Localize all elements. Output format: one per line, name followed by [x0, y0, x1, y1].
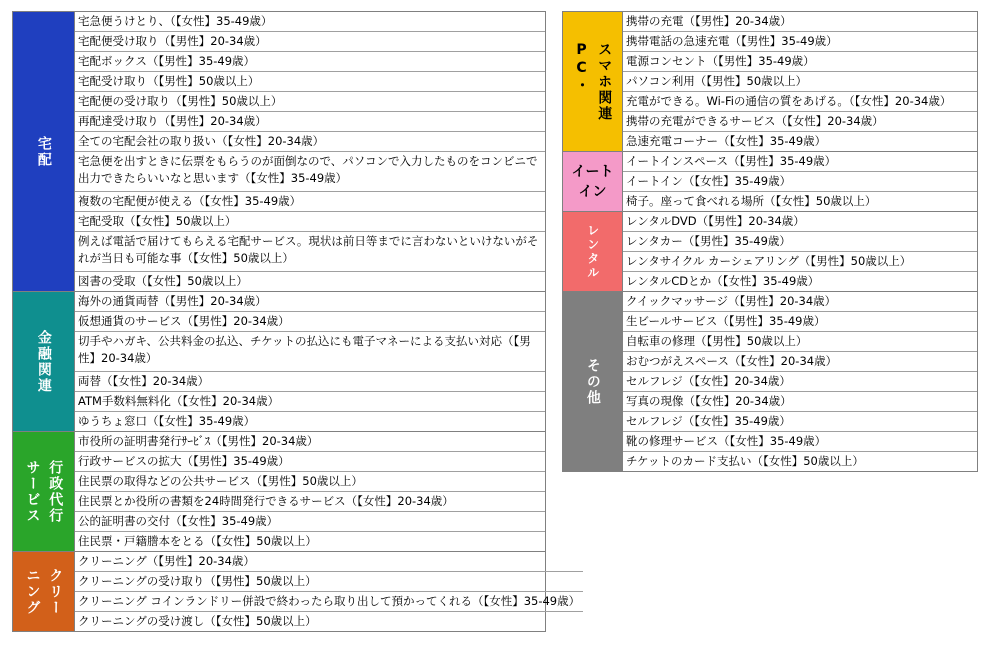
- list-item: 住民票・戸籍謄本をとる（【女性】50歳以上）: [78, 534, 317, 548]
- list-item: 住民票の取得などの公共サービス（【男性】50歳以上）: [75, 472, 545, 492]
- group-takuhai: [13, 12, 545, 292]
- list-item: 公的証明書の交付（【女性】35-49歳）: [75, 512, 545, 532]
- category-label-column: スマホ関連: [596, 41, 613, 122]
- category-label-sonota: [563, 292, 623, 471]
- category-label-rental: [563, 212, 623, 291]
- item-list: [75, 552, 583, 631]
- group-kinyu: [13, 292, 545, 432]
- left-service-table: [12, 11, 581, 632]
- list-item: 急速充電コーナー（【女性】35-49歳）: [626, 134, 827, 148]
- list-item: 写真の現像（【女性】20-34歳）: [623, 392, 977, 412]
- list-item: クリーニング（【男性】20-34歳）: [75, 552, 583, 572]
- list-item: 携帯電話の急速充電（【男性】35-49歳）: [623, 32, 977, 52]
- list-item: 宅急便を出すときに伝票をもらうのが面倒なので、パソコンで入力したものをコンビニで出力できたらいいなと思います（【女性】35-49歳）: [75, 152, 545, 192]
- category-label-column: PC・: [573, 41, 590, 94]
- list-item: 宅急便うけとり、（【女性】35-49歳）: [75, 12, 545, 32]
- list-item: クリーニングの受け取り（【男性】50歳以上）: [75, 572, 583, 592]
- group-sonota: [563, 292, 977, 471]
- list-item: 自転車の修理（【男性】50歳以上）: [623, 332, 977, 352]
- list-item: 生ビールサービス（【男性】35-49歳）: [623, 312, 977, 332]
- category-label-cleaning: [13, 552, 75, 631]
- category-label-sumaho: [563, 12, 623, 151]
- group-gyosei: [13, 432, 545, 552]
- list-item: 宅配受取（【女性】50歳以上）: [75, 212, 545, 232]
- list-item: クリーニングの受け渡し（【女性】50歳以上）: [78, 614, 317, 628]
- list-item: 住民票とか役所の書類を24時間発行できるサービス（【女性】20-34歳）: [75, 492, 545, 512]
- category-label-line: イート: [571, 163, 614, 180]
- list-item: 靴の修理サービス（【女性】35-49歳）: [623, 432, 977, 452]
- list-item: パソコン利用（【男性】50歳以上）: [623, 72, 977, 92]
- list-item: レンタサイクル カーシェアリング（【男性】50歳以上）: [623, 252, 977, 272]
- list-item: 海外の通貨両替（【男性】20-34歳）: [75, 292, 545, 312]
- list-item: クイックマッサージ（【男性】20-34歳）: [623, 292, 977, 312]
- list-item: レンタルDVD（【男性】20-34歳）: [623, 212, 977, 232]
- list-item: セルフレジ（【女性】35-49歳）: [623, 412, 977, 432]
- list-item: 充電ができる。Wi-Fiの通信の質をあげる。（【女性】20-34歳）: [623, 92, 977, 112]
- item-list: [75, 432, 545, 551]
- list-item: 椅子。座って食べれる場所（【女性】50歳以上）: [626, 194, 877, 208]
- list-item: 宅配便の受け取り（【男性】50歳以上）: [75, 92, 545, 112]
- list-item: 宅配受け取り（【男性】50歳以上）: [75, 72, 545, 92]
- list-item: レンタカー（【男性】35-49歳）: [623, 232, 977, 252]
- list-item: 切手やハガキ、公共料金の払込、チケットの払込にも電子マネーによる支払い対応（【男性】20-34歳）: [75, 332, 545, 372]
- list-item: ゆうちょ窓口（【女性】35-49歳）: [78, 414, 256, 428]
- item-list: [75, 12, 545, 291]
- list-item: おむつがえスペース（【女性】20-34歳）: [623, 352, 977, 372]
- list-item: チケットのカード支払い（【女性】50歳以上）: [626, 454, 864, 468]
- category-label-column: サービス: [24, 459, 41, 524]
- list-item: 複数の宅配便が使える（【女性】35-49歳）: [75, 192, 545, 212]
- list-item: 携帯の充電（【男性】20-34歳）: [623, 12, 977, 32]
- right-service-table: [562, 11, 978, 472]
- list-item: 宅配ボックス（【男性】35-49歳）: [75, 52, 545, 72]
- category-label-kinyu: [13, 292, 75, 431]
- item-list: [623, 212, 977, 291]
- list-item: 両替（【女性】20-34歳）: [75, 372, 545, 392]
- category-label-column: 行政代行: [47, 459, 64, 524]
- list-item: 市役所の証明書発行ｻｰﾋﾞｽ（【男性】20-34歳）: [75, 432, 545, 452]
- item-list: [623, 292, 977, 471]
- item-list: [623, 152, 977, 211]
- category-label-eatin: [563, 152, 623, 211]
- category-label-column: 金融関連: [35, 329, 52, 394]
- list-item: イートイン（【女性】35-49歳）: [623, 172, 977, 192]
- list-item: イートインスペース（【男性】35-49歳）: [623, 152, 977, 172]
- list-item: クリーニング コインランドリー併設で終わったら取り出して預かってくれる（【女性】35-49歳）: [75, 592, 583, 612]
- list-item: 行政サービスの拡大（【男性】35-49歳）: [75, 452, 545, 472]
- category-label-takuhai: [13, 12, 75, 291]
- list-item: レンタルCDとか（【女性】35-49歳）: [626, 274, 820, 288]
- category-label-column: レンタル: [585, 223, 600, 280]
- group-eatin: [563, 152, 977, 212]
- category-label-column: その他: [584, 357, 601, 406]
- category-label-column: クリー: [47, 567, 64, 616]
- list-item: 再配達受け取り（【男性】20-34歳）: [75, 112, 545, 132]
- item-list: [75, 292, 545, 431]
- category-label-column: 宅配: [35, 135, 52, 168]
- category-label-column: ニング: [24, 567, 41, 616]
- list-item: セルフレジ（【女性】20-34歳）: [623, 372, 977, 392]
- group-sumaho: [563, 12, 977, 152]
- group-rental: [563, 212, 977, 292]
- list-item: 仮想通貨のサービス（【男性】20-34歳）: [75, 312, 545, 332]
- group-cleaning: [13, 552, 581, 631]
- category-label-line: イン: [578, 183, 607, 200]
- list-item: ATM手数料無料化（【女性】20-34歳）: [75, 392, 545, 412]
- list-item: 宅配便受け取り（【男性】20-34歳）: [75, 32, 545, 52]
- list-item: 全ての宅配会社の取り扱い（【女性】20-34歳）: [75, 132, 545, 152]
- list-item: 携帯の充電ができるサービス（【女性】20-34歳）: [623, 112, 977, 132]
- item-list: [623, 12, 977, 151]
- list-item: 図書の受取（【女性】50歳以上）: [78, 274, 248, 288]
- list-item: 電源コンセント（【男性】35-49歳）: [623, 52, 977, 72]
- category-label-gyosei: [13, 432, 75, 551]
- list-item: 例えば電話で届けてもらえる宅配サービス。現状は前日等までに言わないといけないがそれが当日も可能な事（【女性】50歳以上）: [75, 232, 545, 272]
